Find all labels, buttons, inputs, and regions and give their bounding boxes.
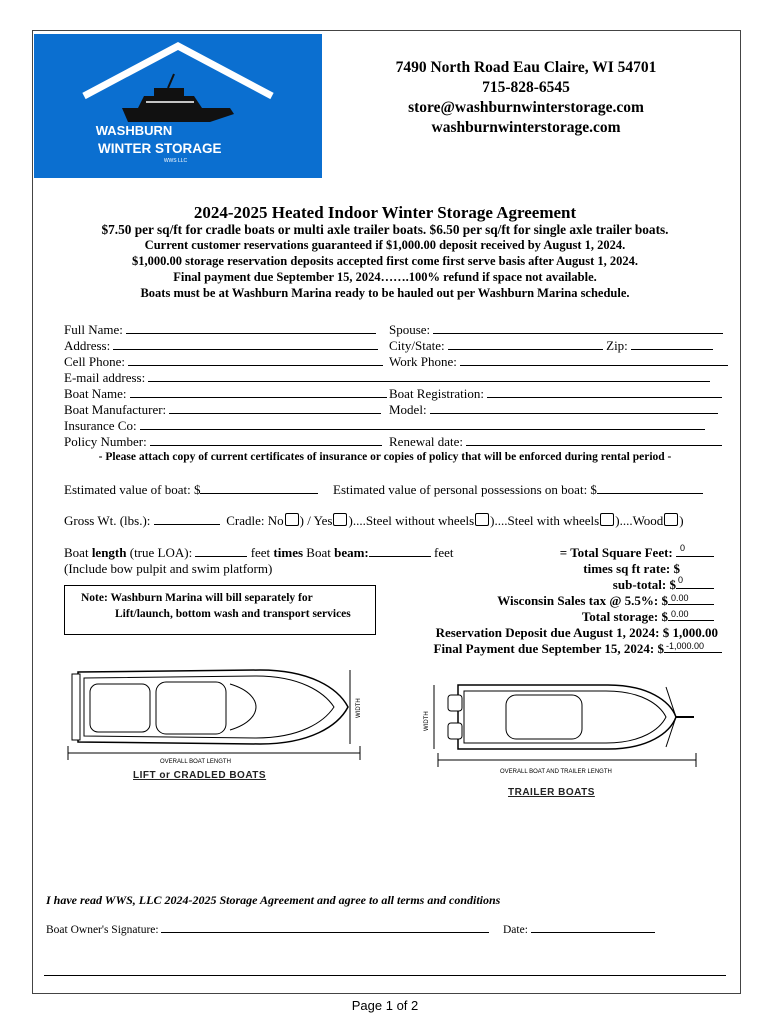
city-state-row xyxy=(389,338,713,354)
cradle-width-label: WIDTH xyxy=(356,698,362,718)
trailer-caption: TRAILER BOATS xyxy=(508,787,595,798)
times-bold: times xyxy=(273,545,304,560)
steel-without-label: ....Steel without wheels xyxy=(352,513,475,528)
length-bold: length xyxy=(91,545,127,560)
final-payment-field[interactable] xyxy=(664,641,722,653)
bottom-divider xyxy=(44,975,726,976)
company-phone: 715-828-6545 xyxy=(482,79,570,96)
boat-name-row xyxy=(64,386,387,402)
deposit-row: Reservation Deposit due August 1, 2024: $ 1,000.00 xyxy=(435,625,718,640)
total-sq-feet-value: 0 xyxy=(680,543,686,553)
company-email: store@washburnwinterstorage.com xyxy=(408,99,644,116)
date-row xyxy=(503,921,655,936)
boat-house-logo-icon xyxy=(34,34,322,178)
length-pre: Boat xyxy=(64,545,92,560)
address-row xyxy=(64,338,378,354)
email-field[interactable] xyxy=(148,370,710,382)
weight-row: Gross Wt. (lbs.): Cradle: No ) / Yes )....Steel without wheels )....Steel with wheels )....Wood ) xyxy=(64,513,684,528)
billing-note xyxy=(64,585,376,635)
include-note: (Include bow pulpit and swim platform) xyxy=(64,561,273,576)
beam-bold: beam: xyxy=(334,545,369,560)
tax-row xyxy=(497,593,714,609)
subtotal-value: 0 xyxy=(678,575,684,585)
insurance-note: - Please attach copy of current certificates of insurance or copies of policy that will be enforced during rental period - xyxy=(98,451,672,463)
term-2: $1,000.00 storage reservation deposits accepted first come first serve basis after August 1, 2024. xyxy=(131,254,639,268)
total-sq-feet-field[interactable] xyxy=(676,545,714,557)
contact-block xyxy=(326,58,726,138)
agreement-title: 2024-2025 Heated Indoor Winter Storage Agreement xyxy=(193,203,577,222)
storage-rates: $7.50 per sq/ft for cradle boats or multi axle trailer boats. $6.50 per sq/ft for single axle trailer boats. xyxy=(101,222,669,237)
model-row xyxy=(389,402,718,418)
steel-without-wheels-checkbox[interactable] xyxy=(475,513,489,526)
final-payment-row xyxy=(434,641,723,657)
signature-field[interactable] xyxy=(161,921,489,933)
insurance-row xyxy=(64,418,705,434)
logo-line2: WINTER STORAGE xyxy=(98,141,222,156)
boat-manufacturer-field[interactable] xyxy=(169,402,381,414)
logo-line1: WASHBURN xyxy=(95,123,173,138)
overall-boat-length-label: OVERALL BOAT LENGTH xyxy=(160,759,231,765)
email-label: E-mail address: xyxy=(64,370,146,385)
boat-name-field[interactable] xyxy=(130,386,387,398)
insurance-field[interactable] xyxy=(140,418,705,430)
cradle-label: Cradle: No xyxy=(226,513,284,528)
policy-label: Policy Number: xyxy=(64,434,147,449)
address-field[interactable] xyxy=(113,338,378,350)
policy-field[interactable] xyxy=(150,434,382,446)
full-name-row xyxy=(64,322,376,338)
total-storage-label: Total storage: $ xyxy=(581,609,668,624)
beam-pre: Boat xyxy=(303,545,335,560)
company-website: washburnwinterstorage.com xyxy=(431,119,621,136)
spouse-row xyxy=(389,322,723,338)
possessions-value-field[interactable] xyxy=(597,482,703,494)
renewal-field[interactable] xyxy=(466,434,722,446)
subtotal-row xyxy=(613,577,714,593)
billing-note-line1: Note: Washburn Marina will bill separately for xyxy=(81,592,313,604)
boat-manufacturer-row xyxy=(64,402,381,418)
company-logo xyxy=(34,34,322,178)
renewal-label: Renewal date: xyxy=(389,434,463,449)
cradle-boat-diagram xyxy=(60,660,380,770)
total-storage-field[interactable] xyxy=(668,609,714,621)
term-3: Final payment due September 15, 2024…….100% refund if space not available. xyxy=(173,270,597,284)
cell-phone-row xyxy=(64,354,383,370)
policy-row xyxy=(64,434,382,450)
billing-note-line2: Lift/launch, bottom wash and transport services xyxy=(115,608,351,620)
gross-weight-field[interactable] xyxy=(154,513,220,525)
logo-sub: WWS LLC xyxy=(163,158,188,164)
spouse-label: Spouse: xyxy=(389,322,431,337)
length-post: (true LOA): xyxy=(126,545,193,560)
boat-name-label: Boat Name: xyxy=(64,386,127,401)
steel-with-label: ....Steel with wheels xyxy=(494,513,600,528)
cell-phone-field[interactable] xyxy=(128,354,383,366)
address-label: Address: xyxy=(64,338,111,353)
model-label: Model: xyxy=(389,402,427,417)
total-storage-value: 0.00 xyxy=(671,609,689,619)
cradle-yes-checkbox[interactable] xyxy=(333,513,347,526)
cell-phone-label: Cell Phone: xyxy=(64,354,126,369)
total-sq-feet-row xyxy=(560,545,714,561)
steel-with-wheels-checkbox[interactable] xyxy=(600,513,614,526)
page-number: Page 1 of 2 xyxy=(351,998,419,1013)
work-phone-row xyxy=(389,354,728,370)
possessions-value-label: Estimated value of personal possessions on boat: $ xyxy=(333,482,597,497)
gross-weight-label: Gross Wt. (lbs.): xyxy=(64,513,151,528)
final-payment-label: Final Payment due September 15, 2024: $ xyxy=(433,641,664,656)
date-label: Date: xyxy=(503,924,528,936)
rate-row xyxy=(583,561,680,577)
zip-field[interactable] xyxy=(631,338,713,350)
final-payment-value: -1,000.00 xyxy=(666,641,705,651)
feet-label-2: feet xyxy=(434,545,454,560)
tax-label: Wisconsin Sales tax @ 5.5%: $ xyxy=(497,593,668,608)
total-sq-feet-label: = Total Square Feet: xyxy=(559,545,673,560)
work-phone-field[interactable] xyxy=(460,354,728,366)
total-storage-row xyxy=(582,609,714,625)
cradle-caption: LIFT or CRADLED BOATS xyxy=(133,770,267,781)
wood-label: ....Wood xyxy=(619,513,664,528)
email-row xyxy=(64,370,710,386)
subtotal-label: sub-total: $ xyxy=(612,577,676,592)
signature-row xyxy=(46,921,489,936)
wood-checkbox[interactable] xyxy=(664,513,678,526)
boat-registration-row xyxy=(389,386,722,402)
city-state-label: City/State: xyxy=(389,338,445,353)
tax-field[interactable] xyxy=(668,593,714,605)
overall-trailer-length-label: OVERALL BOAT AND TRAILER LENGTH xyxy=(500,769,612,775)
boat-value-row xyxy=(64,482,318,498)
boat-registration-field[interactable] xyxy=(487,386,722,398)
rate-label: times sq ft rate: $ xyxy=(583,561,680,576)
term-4: Boats must be at Washburn Marina ready to be hauled out per Washburn Marina schedule. xyxy=(140,286,630,300)
trailer-boat-diagram xyxy=(408,665,708,780)
boat-value-label: Estimated value of boat: $ xyxy=(64,482,201,497)
tax-value: 0.00 xyxy=(671,593,689,603)
possessions-value-row xyxy=(333,482,703,498)
boat-beam-field[interactable] xyxy=(369,545,431,557)
insurance-label: Insurance Co: xyxy=(64,418,137,433)
boat-length-field[interactable] xyxy=(195,545,247,557)
cradle-no-checkbox[interactable] xyxy=(285,513,299,526)
work-phone-label: Work Phone: xyxy=(389,354,457,369)
date-field[interactable] xyxy=(531,921,655,933)
zip-label: Zip: xyxy=(606,338,628,353)
feet-label-1: feet xyxy=(250,545,274,560)
spouse-field[interactable] xyxy=(433,322,723,334)
term-1: Current customer reservations guaranteed if $1,000.00 deposit received by August 1, 2024. xyxy=(144,238,626,252)
renewal-row xyxy=(389,434,722,450)
agreement-statement: I have read WWS, LLC 2024-2025 Storage Agreement and agree to all terms and conditions xyxy=(46,893,501,907)
cradle-yes-label: / Yes xyxy=(307,513,333,528)
subtotal-field[interactable] xyxy=(676,577,714,589)
full-name-field[interactable] xyxy=(126,322,376,334)
company-address: 7490 North Road Eau Claire, WI 54701 xyxy=(395,59,657,76)
boat-manufacturer-label: Boat Manufacturer: xyxy=(64,402,167,417)
dimensions-row xyxy=(64,545,454,561)
model-field[interactable] xyxy=(430,402,718,414)
boat-value-field[interactable] xyxy=(200,482,318,494)
full-name-label: Full Name: xyxy=(64,322,123,337)
city-state-field[interactable] xyxy=(448,338,603,350)
trailer-width-label: WIDTH xyxy=(424,711,430,731)
boat-registration-label: Boat Registration: xyxy=(389,386,484,401)
signature-label: Boat Owner's Signature: xyxy=(46,924,159,936)
